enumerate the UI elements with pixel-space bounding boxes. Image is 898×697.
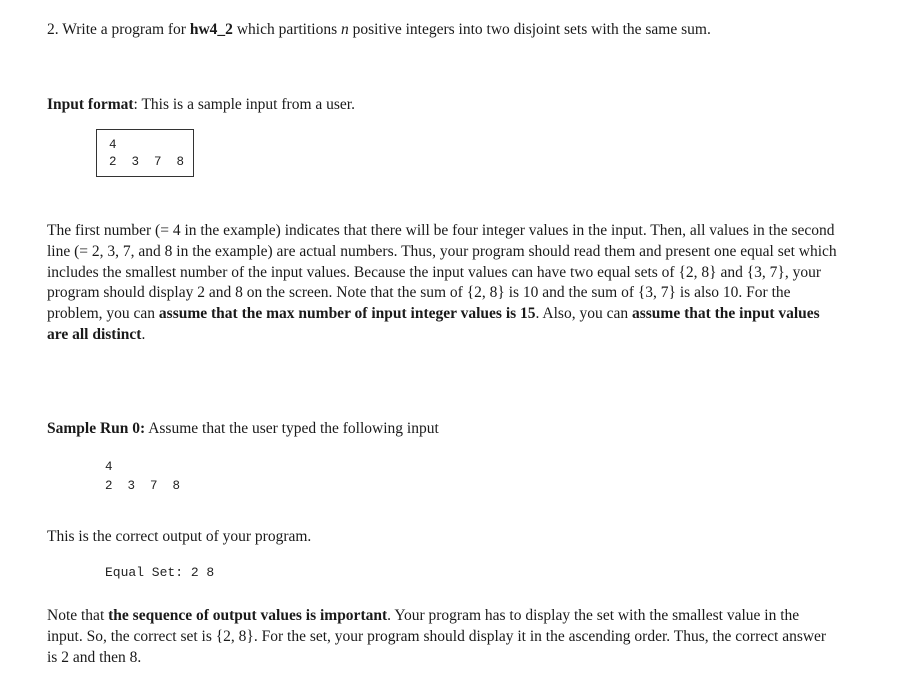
- input-format-text: : This is a sample input from a user.: [133, 96, 355, 113]
- explanation-bold-distinct: assume that the input values are all distinct: [47, 305, 820, 343]
- problem-number-text: 2. Write a program for: [47, 21, 190, 38]
- sample-input-box: [96, 129, 194, 177]
- problem-statement: [47, 20, 837, 41]
- sample-input-line-values: 2 3 7 8: [105, 479, 181, 493]
- program-name: hw4_2: [189, 21, 233, 38]
- problem-text-end: positive integers into two disjoint sets with the same sum.: [348, 21, 711, 38]
- problem-text-mid: which partitions: [232, 21, 341, 38]
- variable-n: n: [341, 21, 349, 38]
- note-part2: . Your program has to display the set with the smallest value in the input. So, the correct set is {2, 8}. For the set, your program should display it in the ascending order. Thus, the correct answer is 2 and then 8.: [47, 607, 827, 666]
- sample-run-paragraph: [47, 419, 837, 440]
- explanation-part3: .: [141, 325, 146, 343]
- sample-run-output: Equal Set: 2 8: [105, 565, 215, 580]
- explanation-part1: The first number (= 4 in the example) indicates that there will be four integer values in the input. Then, all values in the second line (= 2, 3, 7, and 8 in the example) are actual numbers. Thus, your program should read them and present one equal set which includes the smallest number of the input values. Because the input values can have two equal sets of {2, 8} and {3, 7}, your program should display 2 and 8 on the screen. Note that the sum of {2, 8} is 10 and the sum of {3, 7} is also 10. For the problem, you can: [47, 222, 837, 323]
- correct-output-text: This is the correct output of your program.: [47, 528, 312, 545]
- input-box-line-values: 2 3 7 8: [109, 155, 185, 169]
- correct-output-paragraph: [47, 527, 837, 548]
- note-paragraph: [47, 606, 837, 668]
- explanation-bold-max: assume that the max number of input integer values is 15: [158, 305, 536, 323]
- input-format-label: Input format: [47, 96, 134, 113]
- sample-input-line-count: 4: [105, 460, 113, 474]
- sample-run-text: Assume that the user typed the following input: [145, 420, 439, 437]
- input-format-paragraph: [47, 95, 837, 116]
- note-bold: the sequence of output values is important: [108, 607, 388, 624]
- note-part1: Note that: [47, 607, 109, 624]
- explanation-part2: . Also, you can: [535, 305, 632, 323]
- input-box-line-count: 4: [109, 138, 117, 152]
- sample-run-label: Sample Run 0:: [47, 420, 146, 437]
- explanation-paragraph: [47, 221, 837, 346]
